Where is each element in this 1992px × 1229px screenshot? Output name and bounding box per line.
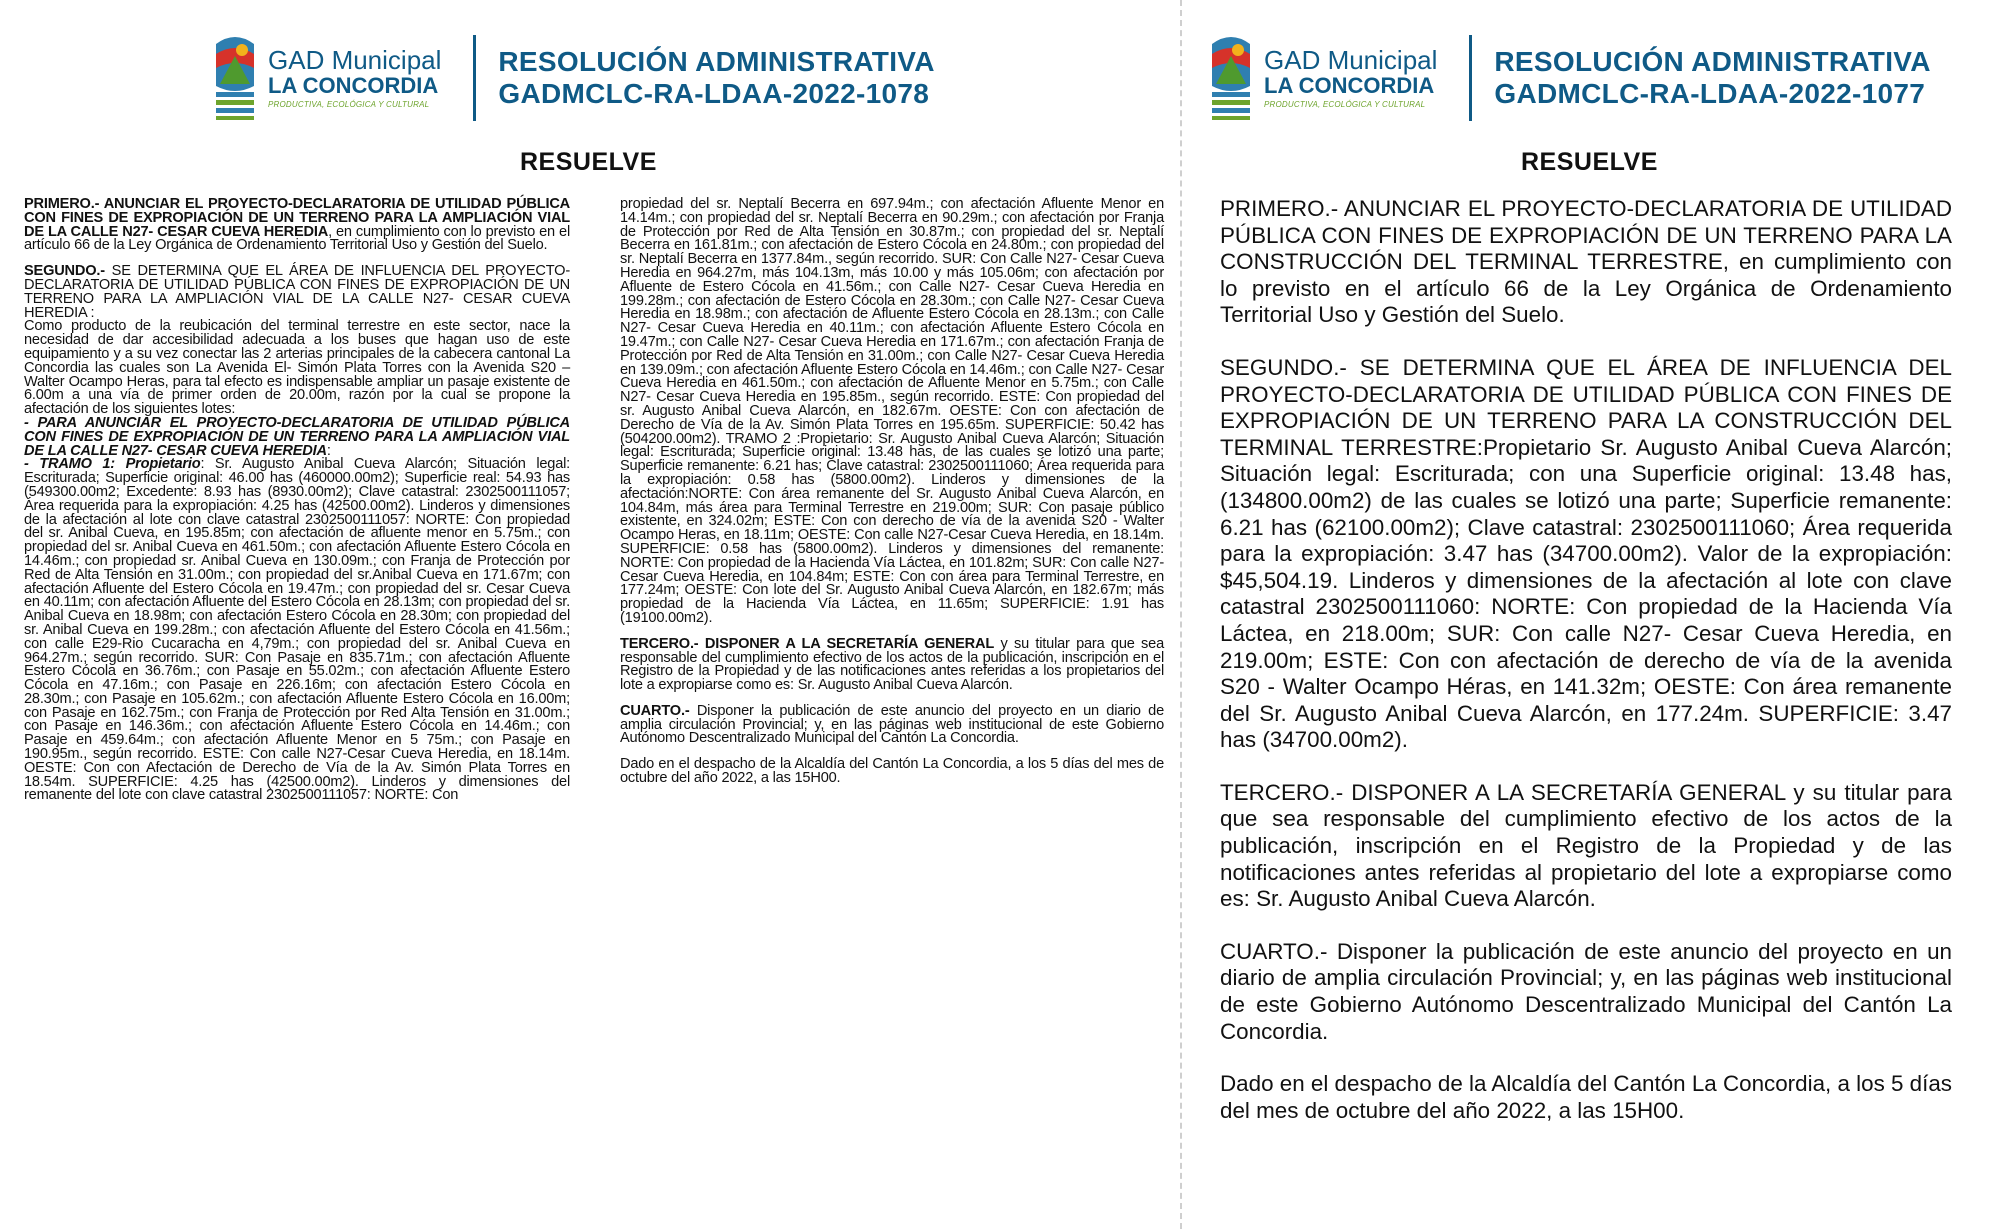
resolution-title <box>498 46 934 110</box>
article-segundo-cont: propiedad del sr. Neptalí Becerra en 697.94m.; con afectación Afluente Menor en 14.14m.; con propiedad del sr. Neptalí Becerra en 90.29m.; con afectación por Franja de Protección por Red de Alta Tensión en 30.87m.; con propiedad del sr. Neptalí Becerra en 161.81m.; con afectación de Estero Cócola en 24.80m.; con propiedad del sr. Neptalí Becerra en 1377.84m., según recorrido. SUR: Con Calle N27- Cesar Cueva Heredia en 964.27m, más 104.13m, más 10.00 y más 105.06m; con afectación por Afluente de Estero Cócola en 41.56m.; con Calle N27- Cesar Cueva Heredia en 199.28m.; con afectación de Estero Cócola en 28.30m.; con Calle N27- Cesar Cueva Heredia en 18.98m.; con afectación de Afluente Estero Cócola en 28.13m.; con Calle N27- Cesar Cueva Heredia en 40.11m.; con afectación Afluente Estero Cócola en 19.47m.; con Calle N27- Cesar Cueva Heredia en 171.67m.; con afectación Franja de Protección por Red de Alta Tensión en 31.00m.; con Calle N27- Cesar Cueva Heredia en 139.09m.; con afectación Afluente Estero Cócola en 14.46m.; con Calle N27- Cesar Cueva Heredia en 461.50m.; con afectación de Afluente Menor en 5.75m.; con Calle N27- Cesar Cueva Heredia en 195.85m., según recorrido. ESTE: Con propiedad del sr. Augusto Anibal Cueva Alarcón, en 182.67m. OESTE: Con con afectación de Derecho de Vía de la Av. Simón Plata Torres en 195.65m. SUPERFICIE: 50.42 has (504200.00m2). TRAMO 2 :Propietario: Sr. Augusto Anibal Cueva Alarcón; Situación legal: Escriturada; Superficie original: 13.48 has, de las cuales se lotizó una parte; Superficie remanente: 6.21 has; Clave catastral: 2302500111060; Área requerida para la expropiación: 0.58 has (5800.00m2). Linderos y dimensiones de la afectación:NORTE: Con área remanente del Sr. Augusto Anibal Cueva Alarcón, en 104.84m, más área para Terminal Terrestre en 219.00m; SUR: Con pasaje público existente, en 324.02m; ESTE: Con con derecho de vía de la avenida S20 - Walter Ocampo Heras, en 18.11m; OESTE: Con calle N27-Cesar Cueva Heredia, en 18.14m. SUPERFICIE: 0.58 has (5800.00m2). Linderos y dimensiones del remanente: NORTE: Con propiedad de la Hacienda Vía Láctea, en 101.82m; SUR: Con calle N27- Cesar Cueva Heredia, en 104.84m; ESTE: Con con área para Terminal Terrestre, en 177.24m; OESTE: Con lote del Sr. Augusto Anibal Cueva Alarcón, en 182.67m; más propiedad de la Hacienda Vía Láctea, en 11.65m; SUPERFICIE: 1.91 has (19100.00m2). <box>620 196 1164 626</box>
municipal-logo <box>210 34 441 122</box>
article-tercero: TERCERO.- DISPONER A LA SECRETARÍA GENERAL y su titular para que sea responsable del cumplimiento efectivo de los actos de la publicación, inscripción en el Registro de la Propiedad y de las notificaciones antes referidas a los propietarios del lote a expropiarse como es: Sr. Augusto Anibal Cueva Alarcón. <box>620 635 1164 694</box>
resolution-title <box>1494 46 1930 110</box>
header-divider <box>1469 35 1472 121</box>
article-cuarto: CUARTO.- Disponer la publicación de este anuncio del proyecto en un diario de amplia circulación Provincial; y, en las páginas web institucional de este Gobierno Autónomo Descentralizado Municipal del Cantón La Concordia. <box>620 702 1164 747</box>
document-header <box>210 28 935 128</box>
logo-line2: LA CONCORDIA <box>268 73 439 98</box>
title-line1: RESOLUCIÓN ADMINISTRATIVA <box>498 46 935 77</box>
municipal-emblem-icon <box>210 34 260 122</box>
article-segundo: SEGUNDO.- SE DETERMINA QUE EL ÁREA DE INFLUENCIA DEL PROYECTO-DECLARATORIA DE UTILIDAD PÚBLICA CON FINES DE EXPROPIACIÓN DE UN TERRENO PARA LA CONSTRUCCIÓN DEL TERMINAL TERRESTRE:Propietario Sr. Augusto Anibal Cueva Alarcón; Situación legal: Escriturada; con una Superficie original: 13.48 has, (134800.00m2) de las cuales se lotizó una parte; Superficie remanente: 6.21 has (62100.00m2); Clave catastral: 2302500111060; Área requerida para la expropiación: 3.47 has (34700.00m2). Valor de la expropiación: $45,504.19. Linderos y dimensiones de la afectación al lote con clave catastral 2302500111060: NORTE: Con propiedad de la Hacienda Vía Láctea, en 218.00m; SUR: Con calle N27- Cesar Cueva Heredia, en 219.00m; ESTE: Con con afectación de derecho de vía de la avenida S20 - Walter Ocampo Héras, en 141.32m; OESTE: Con área remanente del Sr. Augusto Anibal Cueva Alarcón, en 177.24m. SUPERFICIE: 3.47 has (34700.00m2). <box>1220 354 1952 753</box>
logo-line1: GAD Municipal <box>268 45 442 75</box>
closing-date: Dado en el despacho de la Alcaldía del Cantón La Concordia, a los 5 días del mes de octubre del año 2022, a las 15H00. <box>1220 1071 1952 1123</box>
resolution-1077-page <box>1184 0 1992 1229</box>
text-column-2 <box>620 198 1164 798</box>
resuelve-heading: RESUELVE <box>1521 148 1658 176</box>
document-header <box>1206 28 1931 128</box>
text-column <box>1220 196 1952 1150</box>
municipal-emblem-icon <box>1206 34 1256 122</box>
logo-line1: GAD Municipal <box>1264 45 1438 75</box>
article-primero: PRIMERO.- ANUNCIAR EL PROYECTO-DECLARATORIA DE UTILIDAD PÚBLICA CON FINES DE EXPROPIACIÓN DE UN TERRENO PARA LA AMPLIACIÓN VIAL DE LA CALLE N27- CESAR CUEVA HEREDIA, en cumplimiento con lo previsto en el artículo 66 de la Ley Orgánica de Ordenamiento Territorial Uso y Gestión del Suelo. <box>24 196 570 254</box>
text-column-1 <box>24 198 570 815</box>
article-primero: PRIMERO.- ANUNCIAR EL PROYECTO-DECLARATORIA DE UTILIDAD PÚBLICA CON FINES DE EXPROPIACIÓN DE UN TERRENO PARA LA CONSTRUCCIÓN DEL TERMINAL TERRESTRE, en cumplimiento con lo previsto en el artículo 66 de la Ley Orgánica de Ordenamiento Territorial Uso y Gestión del Suelo. <box>1220 196 1952 328</box>
logo-line2: LA CONCORDIA <box>1264 73 1435 98</box>
title-line1: RESOLUCIÓN ADMINISTRATIVA <box>1494 46 1931 77</box>
logo-tagline: PRODUCTIVA, ECOLÓGICA Y CULTURAL <box>1264 100 1426 109</box>
header-divider <box>473 35 476 121</box>
article-cuarto: CUARTO.- Disponer la publicación de este anuncio del proyecto en un diario de amplia circulación Provincial; y, en las páginas web institucional de este Gobierno Autónomo Descentralizado Municipal del Cantón La Concordia. <box>1220 938 1952 1044</box>
logo-tagline: PRODUCTIVA, ECOLÓGICA Y CULTURAL <box>268 100 430 109</box>
resolution-number: GADMCLC-RA-LDAA-2022-1078 <box>498 78 930 109</box>
closing-date: Dado en el despacho de la Alcaldía del Cantón La Concordia, a los 5 días del mes de octubre del año 2022, a las 15H00. <box>620 756 1164 787</box>
article-tercero: TERCERO.- DISPONER A LA SECRETARÍA GENERAL y su titular para que sea responsable del cumplimiento efectivo de los actos de la publicación, inscripción en el Registro de la Propiedad y de las notificaciones antes referidas al propietario del lote a expropiarse como es: Sr. Augusto Anibal Cueva Alarcón. <box>1220 779 1952 912</box>
resolution-number: GADMCLC-RA-LDAA-2022-1077 <box>1494 78 1926 109</box>
resuelve-heading: RESUELVE <box>520 148 657 176</box>
article-segundo: SEGUNDO.- SE DETERMINA QUE EL ÁREA DE INFLUENCIA DEL PROYECTO-DECLARATORIA DE UTILIDAD PÚBLICA CON FINES DE EXPROPIACIÓN DE UN TERRENO PARA LA AMPLIACIÓN VIAL DE LA CALLE N27- CESAR CUEVA HEREDIA : Como producto de la reubicación del terminal terrestre en este sector, nace la necesidad de dar accesibilidad adecuada a los buses que hagan uso de este equipamiento y a su vez conectar las 2 arterias principales de la cabecera cantonal La Concordia las cuales son La Avenida El- Simón Plata Torres con la Avenida S20 – Walter Ocampo Heras, para tal efecto es indispensable ampliar un pasaje existente de 6.00m a una vía de primer orden de 20.00m, razón por la cual se propone la afectación de los siguientes lotes: - PARA ANUNCIAR EL PROYECTO-DECLARATORIA DE UTILIDAD PÚBLICA CON FINES DE EXPROPIACIÓN DE UN TERRENO PARA LA AMPLIACIÓN VIAL DE LA CALLE N27- CESAR CUEVA HEREDIA: - TRAMO 1: Propietario: Sr. Augusto Anibal Cueva Alarcón; Situación legal: Escriturada; Superficie original: 46.00 has (460000.00m2); Superficie real: 54.93 has (549300.00m2; Excedente: 8.93 has (8930.00m2); Clave catastral: 2302500111057; Área requerida para la expropiación: 4.25 has (42500.00m2). Linderos y dimensiones de la afectación al lote con clave catastral 2302500111057: NORTE: Con propiedad del sr. Anibal Cueva, en 195.85m; con afectación de afluente menor en 5.75m.; con propiedad del sr. Anibal Cueva en 461.50m.; con afectación Afluente Estero Cócola en 14.46m.; con propiedad sr. Anibal Cueva en 130.09m.; con Franja de Protección por Red de Alta Tensión en 31.00m.; con propiedad del sr.Anibal Cueva en 171.67m; con afectación Afluente del Estero Cócola en 19.47m.; con propiedad del sr. Cesar Cueva en 40.11m; con afectación Afluente del Estero Cócola en 28.13m; con propiedad del sr. Anibal Cueva en 18.98m; con afectación Estero Cócola en 28.30m; con propiedad del sr. Anibal Cueva en 199.28m.; con afectación Afluente del Estero Cócola en 41.56m.; con calle E29-Rio Cucaracha en 4,79m.; con propiedad del sr. Anibal Cueva en 964.27m.; según recorrido. SUR: Con Pasaje en 835.71m.; con afectación Afluente Estero Cócola en 36.76m.; con Pasaje en 55.02m.; con afectación Afluente Estero Cócola en 47.16m.; con Pasaje en 226.16m; con afectación Estero Cócola en 28.30m.; con Pasaje en 105.62m.; con afectación Afluente Estero Cócola en 16.00m; con Pasaje en 162.75m.; con Franja de Protección por Red Alta Tensión en 31.00m.; con Pasaje en 146.36m.; con afectación Afluente Estero Cócola en 14.46m.; con Pasaje en 459.64m.; con afectación Afluente Menor en 5 75m.; con Pasaje en 190.95m., según recorrido. ESTE: Con calle N27-Cesar Cueva Heredia, en 18.14m. OESTE: Con con Afectación de Derecho de Vía de la Av. Simón Plata Torres en 18.54m. SUPERFICIE: 4.25 has (42500.00m2). Linderos y dimensiones del remanente del lote con clave catastral 2302500111057: NORTE: Con <box>24 263 571 804</box>
municipal-logo <box>1206 34 1437 122</box>
